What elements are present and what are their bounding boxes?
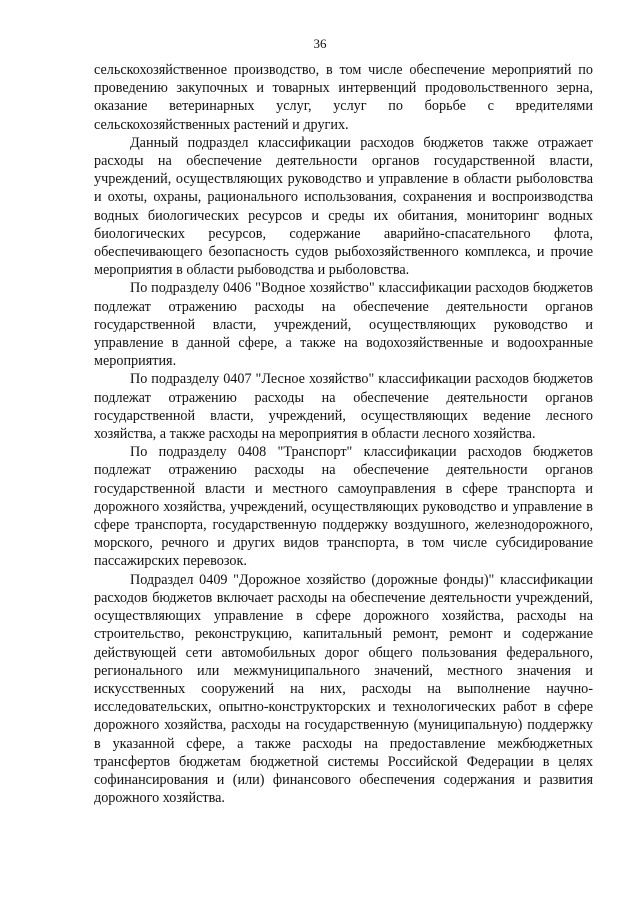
paragraph-0407-forest: По подразделу 0407 "Лесное хозяйство" классификации расходов бюджетов подлежат отражению расходы на обеспечение деятельности органов государственной власти, учреждений, осуществляющих ведение лесного хозяйства, а также расходы на мероприятия в области лесного хозяйства. — [94, 371, 593, 443]
paragraph-continuation: сельскохозяйственное производство, в том числе обеспечение мероприятий по проведению закупочных и товарных интервенций продовольственного зерна, оказание ветеринарных услуг, услуг по борьбе с вредителями сельскохозяйственных растений и других. — [94, 62, 593, 133]
document-body — [94, 61, 593, 807]
paragraph-fisheries: Данный подраздел классификации расходов бюджетов также отражает расходы на обеспечение деятельности органов государственной власти, учреждений, осуществляющих руководство и управление в области рыболовства и охоты, охраны, рационального использования, сохранения и воспроизводства водных биологических ресурсов и среды их обитания, мониторинг водных биологических ресурсов, содержание аварийно-спасательного флота, обеспечивающего безопасность судов рыбохозяйственного комплекса, и прочие мероприятия в области рыбоводства и рыболовства. — [94, 134, 593, 279]
page-number: 36 — [313, 36, 327, 51]
paragraph-0409-roads: Подраздел 0409 "Дорожное хозяйство (дорожные фонды)" классификации расходов бюджетов включает расходы на обеспечение деятельности учреждений, осуществляющих управление в сфере дорожного хозяйства, расходы на строительство, реконструкцию, капитальный ремонт, ремонт и содержание действующей сети автомобильных дорог общего пользования федерального, регионального или межмуниципального значений, местного значения и искусственных сооружений на них, расходы на выполнение научно-исследовательских, опытно-конструкторских и технологических работ в сфере дорожного хозяйства, расходы на государственную (муниципальную) поддержку в указанной сфере, а также расходы на предоставление межбюджетных трансфертов бюджетам бюджетной системы Российской Федерации в целях софинансирования и (или) финансового обеспечения содержания и развития дорожного хозяйства. — [94, 571, 593, 807]
paragraph-0406-water: По подразделу 0406 "Водное хозяйство" классификации расходов бюджетов подлежат отражению расходы на обеспечение деятельности органов государственной власти, учреждений, осуществляющих руководство и управление в данной сфере, а также на водохозяйственные и водоохранные мероприятия. — [94, 280, 593, 370]
paragraph-0408-transport: По подразделу 0408 "Транспорт" классификации расходов бюджетов подлежат отражению расходы на обеспечение деятельности органов государственной власти и местного самоуправления в сфере транспорта и дорожного хозяйства, учреждений, осуществляющих руководство и управление в сфере транспорта, государственную поддержку воздушного, железнодорожного, морского, речного и других видов транспорта, в том числе субсидирование пассажирских перевозок. — [94, 444, 593, 570]
